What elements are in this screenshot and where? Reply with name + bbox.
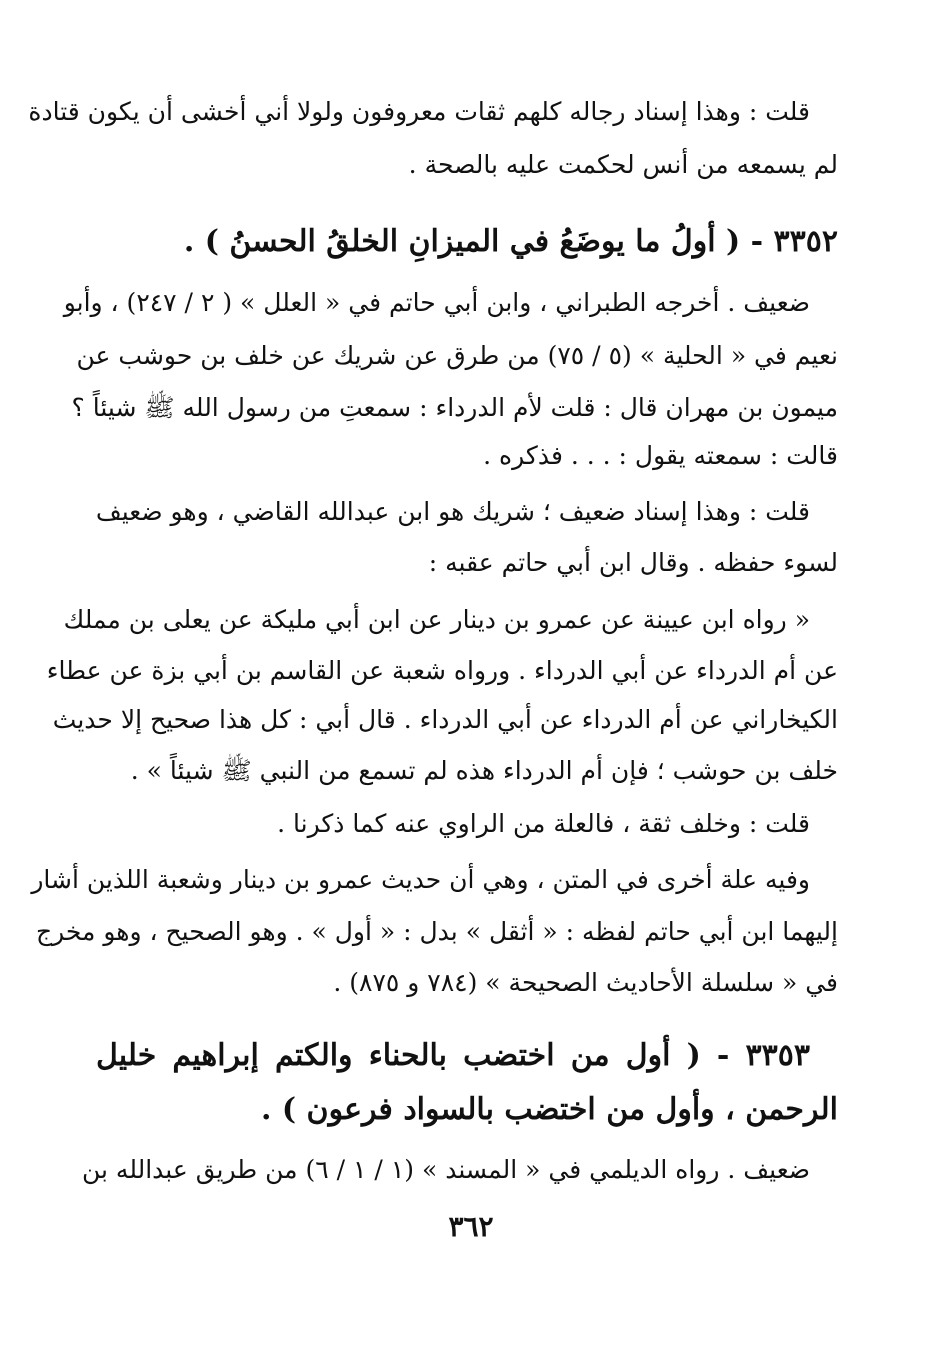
paragraph-7-line-1: ضعيف . رواه الديلمي في « المسند » (١ / ١ / ٦) من طريق عبدالله بن: [82, 1155, 810, 1184]
page-number: ٣٦٢: [448, 1210, 494, 1243]
hadith-3353-heading-line-1: ٣٣٥٣ - ( أول من اختضب بالحناء والكتم إبراهيم خليل: [96, 1038, 810, 1073]
paragraph-4-line-4: خلف بن حوشب ؛ فإن أم الدرداء هذه لم تسمع من النبي ﷺ شيئاً » .: [130, 756, 838, 785]
paragraph-2-line-3: ميمون بن مهران قال : قلت لأم الدرداء : سمعتِ من رسول الله ﷺ شيئاً ؟: [71, 393, 838, 422]
paragraph-2-line-4: قالت : سمعته يقول : . . . فذكره .: [483, 441, 838, 470]
paragraph-2-line-2: نعيم في « الحلية » (٥ / ٧٥) من طرق عن شريك عن خلف بن حوشب عن: [76, 341, 838, 370]
paragraph-6-line-1: وفيه علة أخرى في المتن ، وهي أن حديث عمرو بن دينار وشعبة اللذين أشار: [31, 865, 810, 894]
paragraph-3-line-1: قلت : وهذا إسناد ضعيف ؛ شريك هو ابن عبدالله القاضي ، وهو ضعيف: [95, 497, 810, 526]
paragraph-6-line-3: في « سلسلة الأحاديث الصحيحة » (٧٨٤ و ٨٧٥) .: [333, 968, 838, 997]
paragraph-4-line-2: عن أم الدرداء عن أبي الدرداء . ورواه شعبة عن القاسم بن أبي بزة عن عطاء: [46, 656, 838, 685]
hadith-3353-heading-line-2: الرحمن ، وأول من اختضب بالسواد فرعون ) .: [261, 1092, 838, 1127]
paragraph-4-line-3: الكيخاراني عن أم الدرداء عن أبي الدرداء . قال أبي : كل هذا صحيح إلا حديث: [52, 705, 838, 734]
paragraph-3-line-2: لسوء حفظه . وقال ابن أبي حاتم عقبه :: [428, 548, 838, 577]
paragraph-5-line-1: قلت : وخلف ثقة ، فالعلة من الراوي عنه كما ذكرنا .: [277, 809, 810, 838]
paragraph-1-line-2: لم يسمعه من أنس لحكمت عليه بالصحة .: [408, 150, 838, 179]
paragraph-6-line-2: إليهما ابن أبي حاتم لفظه : « أثقل » بدل : « أول » . وهو الصحيح ، وهو مخرج: [35, 917, 838, 946]
paragraph-4-line-1: « رواه ابن عيينة عن عمرو بن دينار عن ابن أبي مليكة عن يعلى بن مملك: [63, 605, 810, 634]
hadith-3352-heading: ٣٣٥٢ - ( أولُ ما يوضَعُ في الميزانِ الخلقُ الحسنُ ) .: [183, 224, 838, 259]
paragraph-1-line-1: قلت : وهذا إسناد رجاله كلهم ثقات معروفون ولولا أني أخشى أن يكون قتادة: [28, 97, 810, 126]
paragraph-2-line-1: ضعيف . أخرجه الطبراني ، وابن أبي حاتم في « العلل » ( ٢ / ٢٤٧) ، وأبو: [63, 288, 810, 317]
